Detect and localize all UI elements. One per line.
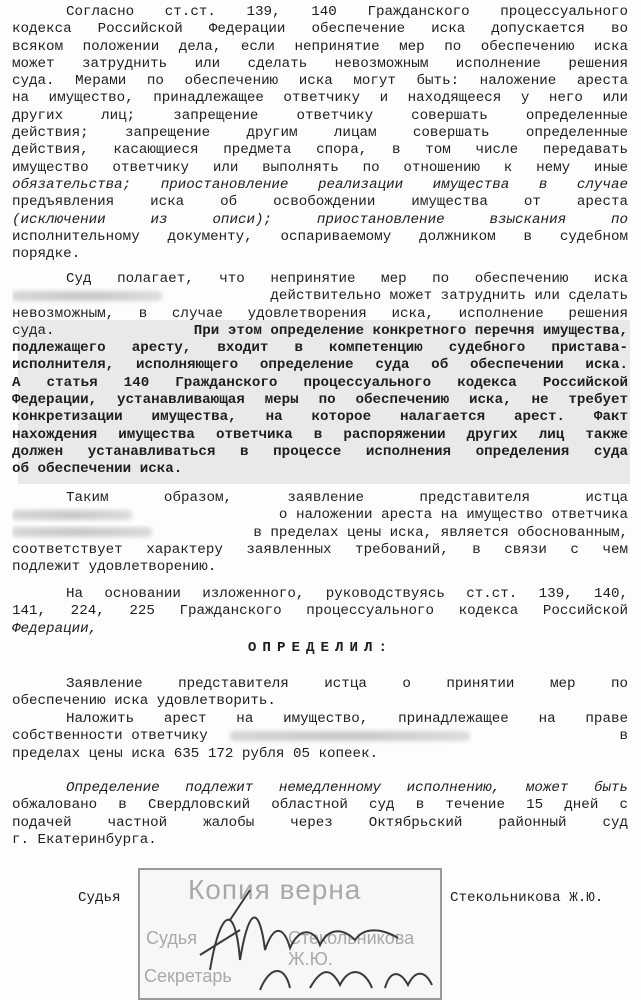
text-line: всяком положении дела, если непринятие мер по обеспечению иска xyxy=(12,38,628,55)
text-line: кодекса Российской Федерации обеспечение иска допускается во xyxy=(12,21,628,38)
stamp-title: Копия верна xyxy=(188,874,362,905)
text-line: На основании изложенного, руководствуясь ст.ст. 139, 140, xyxy=(66,586,628,602)
text-fragment: в пределах цены иска, является обоснованным, xyxy=(253,524,628,541)
text-fragment: собственности ответчику xyxy=(12,728,208,745)
text-line: (исключении из описи); приостановление взыскания по xyxy=(12,211,628,228)
text-line: подачей частной жалобы через Октябрьский районный суд xyxy=(12,814,628,831)
text-line: действия, касающиеся предмета спора, в том числе передавать xyxy=(12,142,628,159)
text-line: Федерации, xyxy=(12,620,98,637)
text-line: других лиц; запрещение ответчику совершать определенные xyxy=(12,107,628,124)
stamp-judge-name: Стекольникова Ж.Ю. xyxy=(288,928,415,969)
text-line-bold: конкретизации имущества, на которое налагается арест. Факт xyxy=(12,409,628,426)
text-line: пределах цены иска 635 172 рубля 05 копеек. xyxy=(12,745,379,762)
text-fragment: в xyxy=(619,728,628,745)
text-line-bold: об обеспечении иска. xyxy=(12,461,183,478)
text-line: невозможным, в случае удовлетворения иска, исполнение решения xyxy=(12,305,628,322)
text-line-bold: исполнителя, исполняющего определение суда об обеспечении иска. xyxy=(12,357,628,374)
paragraph-court-opinion xyxy=(12,271,628,479)
paragraph-conclusion xyxy=(12,490,628,576)
text-line: исполнительному документу, оспариваемому должником в судебном xyxy=(12,228,628,245)
text-line: Суд полагает, что непринятие мер по обеспечению иска xyxy=(66,271,628,287)
text-line: обязательства; приостановление реализации имущества в случае xyxy=(12,176,628,193)
text-line xyxy=(12,728,628,745)
paragraph-legal-basis xyxy=(12,4,628,263)
redacted-name xyxy=(12,510,132,520)
text-fragment: действительно может затруднить или сделать xyxy=(270,288,628,305)
text-line xyxy=(12,507,628,524)
text-line: Определение подлежит немедленному исполнению, может быть xyxy=(66,780,628,796)
text-line: может затруднить или сделать невозможным исполнение решения xyxy=(12,55,628,72)
text-line: действия; запрещение другим лицам совершать определенные xyxy=(12,125,628,142)
handwritten-signature xyxy=(140,870,440,998)
judge-label: Судья xyxy=(78,890,121,906)
text-line-bold: нахождения имущества ответчика в распоряжении других лиц также xyxy=(12,426,628,443)
redacted-name xyxy=(12,291,162,301)
text-line: имущество ответчику или выполнять по отношению к нему иные xyxy=(12,159,628,176)
text-line: подлежит удовлетворению. xyxy=(12,559,217,576)
text-line-bold: Федерации, устанавливающая меры по обеспечению иска, не требует xyxy=(12,392,628,409)
text-line: суда. Мерами по обеспечению иска могут быть: наложение ареста xyxy=(12,73,628,90)
stamp-secretary: Секретарь xyxy=(144,966,232,986)
text-fragment: о наложении ареста на имущество ответчика xyxy=(278,507,628,524)
text-line: обеспечению иска удовлетворить. xyxy=(12,693,276,710)
text-line: порядке. xyxy=(12,246,81,263)
text-line: на имущество, принадлежащее ответчику и находящееся у него или xyxy=(12,90,628,107)
text-line xyxy=(12,323,628,340)
redacted-name xyxy=(12,527,152,537)
text-line-bold: должен устанавливаться в процессе исполнения определения суда xyxy=(12,443,628,460)
certification-stamp xyxy=(138,868,442,1000)
text-line-bold: А статья 140 Гражданского процессуального кодекса Российской xyxy=(12,374,628,391)
text-fragment-bold: При этом определение конкретного перечня имущества, xyxy=(193,322,628,339)
text-line: предъявления иска об освобождении имущества от ареста xyxy=(12,194,628,211)
text-line: 141, 224, 225 Гражданского процессуального кодекса Российской xyxy=(12,603,628,620)
text-line xyxy=(12,288,628,305)
paragraph-ruling-2 xyxy=(12,711,628,763)
paragraph-appeal xyxy=(12,780,628,849)
stamp-judge: Судья xyxy=(146,928,198,948)
decision-heading: ОПРЕДЕЛИЛ: xyxy=(247,640,394,656)
text-line: обжаловано в Свердловский областной суд в течение 15 дней с xyxy=(12,797,628,814)
text-line: г. Екатеринбурга. xyxy=(12,831,157,848)
text-line: Заявление представителя истца о принятии мер по xyxy=(66,676,628,692)
paragraph-basis xyxy=(12,586,628,638)
paragraph-ruling-1 xyxy=(12,676,628,711)
text-line: Таким образом, заявление представителя истца xyxy=(66,490,628,506)
text-line: Наложить арест на имущество, принадлежащее на праве xyxy=(66,711,628,727)
text-line: соответствует характеру заявленных требований, в связи с чем xyxy=(12,541,628,558)
text-line: Согласно ст.ст. 139, 140 Гражданского процессуального xyxy=(66,4,628,20)
text-line-bold: подлежащего аресту, входит в компетенцию судебного пристава- xyxy=(12,340,628,357)
text-fragment: суда. xyxy=(12,322,55,339)
judge-name: Стекольникова Ж.Ю. xyxy=(450,890,604,906)
redacted-name xyxy=(230,731,470,741)
text-line xyxy=(12,525,628,542)
